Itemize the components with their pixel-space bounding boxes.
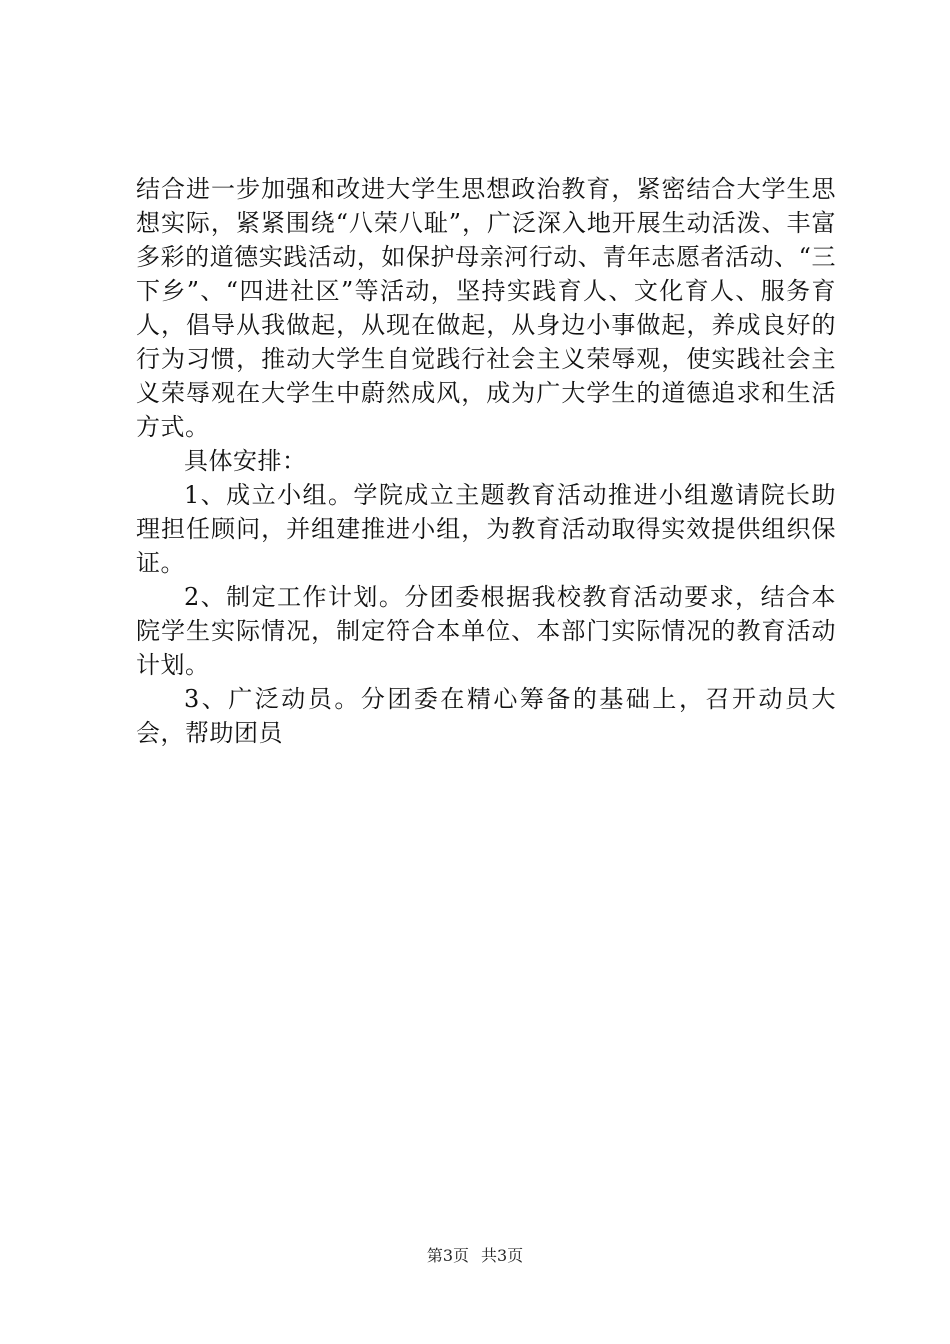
page-number-current: 第3页 [426, 1246, 469, 1265]
page-footer [0, 1243, 950, 1266]
page-number-total: 共3页 [481, 1246, 524, 1265]
paragraph-item-1: 1、成立小组。学院成立主题教育活动推进小组邀请院长助理担任顾问，并组建推进小组，为教育活动取得实效提供组织保证。 [136, 481, 836, 577]
paragraph-item-3: 3、广泛动员。分团委在精心筹备的基础上，召开动员大会，帮助团员 [136, 685, 836, 747]
paragraph-intro: 结合进一步加强和改进大学生思想政治教育，紧密结合大学生思想实际，紧紧围绕“八荣八耻”，广泛深入地开展生动活泼、丰富多彩的道德实践活动，如保护母亲河行动、青年志愿者活动、“三下乡”、“四进社区”等活动，坚持实践育人、文化育人、服务育人，倡导从我做起，从现在做起，从身边小事做起，养成良好的行为习惯，推动大学生自觉践行社会主义荣辱观，使实践社会主义荣辱观在大学生中蔚然成风，成为广大学生的道德追求和生活方式。 [136, 175, 836, 441]
document-body [136, 172, 836, 750]
paragraph-arrangement-heading: 具体安排： [184, 447, 307, 475]
paragraph-item-2: 2、制定工作计划。分团委根据我校教育活动要求，结合本院学生实际情况，制定符合本单位、本部门实际情况的教育活动计划。 [136, 583, 836, 679]
